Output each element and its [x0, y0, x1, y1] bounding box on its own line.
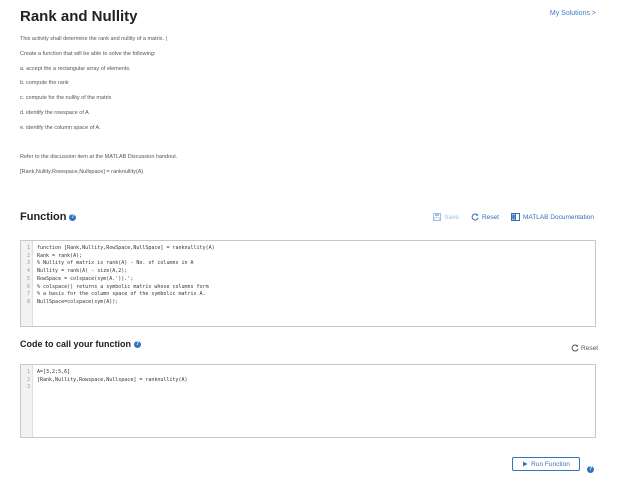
matlab-documentation-label: MATLAB Documentation [522, 213, 594, 221]
line-number: 6 [26, 283, 30, 290]
code-text[interactable]: [Rank,Nullity,Rowspace,Nullspace] = ranknullity(A) [37, 376, 188, 383]
code-line [21, 291, 595, 299]
help-icon[interactable]: ? [71, 213, 75, 220]
code-text[interactable]: A=[3,2;5,6] [37, 369, 71, 375]
code-line [21, 369, 595, 377]
function-code-editor[interactable] [20, 240, 596, 327]
line-number: 1 [26, 369, 30, 375]
description-line: c. compute for the nullity of the matrix [20, 95, 112, 102]
code-text[interactable] [33, 384, 37, 392]
description-line [20, 140, 600, 155]
my-solutions-link[interactable]: My Solutions > [549, 10, 596, 17]
call-code-heading [20, 339, 141, 349]
code-line [21, 253, 595, 261]
description-line: This activity shall determine the rank and nullity of a matrix. | [20, 36, 167, 42]
description-line: Refer to the discussion item at the MATLAB Discussion handout. [20, 154, 178, 161]
code-text[interactable]: % colspace() returns a symbolic matrix whose columns form [37, 283, 209, 290]
code-line [21, 299, 595, 307]
function-heading [20, 211, 76, 223]
help-icon[interactable]: ? [135, 341, 140, 348]
save-label: Save [444, 213, 459, 221]
help-icon[interactable]: ? [588, 466, 593, 473]
play-icon [522, 461, 528, 467]
reset-call-code-button[interactable] [571, 344, 598, 352]
book-icon [511, 213, 520, 221]
matlab-documentation-link[interactable] [511, 213, 594, 221]
description-line: e. identify the column space of A. [20, 124, 101, 131]
code-text[interactable]: % a basis for the column space of the symbolic matrix A. [37, 291, 206, 298]
save-icon [433, 213, 441, 221]
line-number: 7 [26, 291, 30, 298]
description-line: a. accept the a rectangular array of elements. [20, 65, 131, 72]
line-number: 8 [26, 298, 30, 305]
code-text[interactable]: % Nullity of matrix is rank(A) - No. of columns in A [37, 260, 194, 267]
line-number: 4 [26, 268, 30, 275]
call-code-heading-label: Code to call your function [20, 339, 132, 349]
reset-label: Reset [481, 213, 499, 221]
call-code-editor[interactable] [20, 364, 596, 438]
page-title: Rank and Nullity [20, 8, 138, 25]
reset-button[interactable] [471, 213, 499, 221]
line-number: 2 [26, 376, 30, 383]
code-line [21, 284, 595, 292]
description-line: d. identify the rowspace of A [20, 109, 89, 116]
code-text[interactable]: Rank = rank(A); [37, 252, 83, 259]
run-function-label: Run Function [531, 460, 570, 468]
line-number: 2 [26, 252, 30, 259]
refresh-icon [571, 344, 579, 352]
description-line: b. compute the rank [20, 80, 69, 87]
code-line [21, 276, 595, 284]
refresh-icon [471, 213, 479, 221]
code-line [21, 260, 595, 268]
function-toolbar [433, 213, 594, 221]
line-number: 3 [26, 384, 30, 391]
save-button[interactable] [433, 213, 459, 221]
code-line [21, 268, 595, 276]
code-line [21, 245, 595, 253]
code-text[interactable]: Nullity = rank(A) - size(A,2); [37, 268, 128, 275]
line-number: 5 [26, 275, 30, 282]
line-number: 3 [26, 260, 30, 267]
line-number: 1 [26, 245, 30, 251]
description-line: [Rank,Nullity,Rowspace,Nullspace] = ranknullity(A) [20, 169, 144, 176]
run-help [587, 461, 594, 479]
code-text[interactable]: function [Rank,Nullity,RowSpace,NullSpace] = ranknullity(A) [37, 245, 215, 251]
code-line [21, 384, 595, 392]
code-text[interactable]: NullSpace=colspace(sym(A)); [37, 298, 119, 305]
description-line: Create a function that will be able to solve the following: [20, 50, 156, 57]
code-line [21, 377, 595, 385]
problem-description [20, 36, 600, 184]
reset-label: Reset [581, 344, 598, 352]
function-heading-label: Function [20, 211, 67, 223]
run-function-button[interactable] [512, 457, 580, 471]
code-text[interactable]: RowSpace = colspace(sym(A.')).'; [37, 275, 134, 282]
